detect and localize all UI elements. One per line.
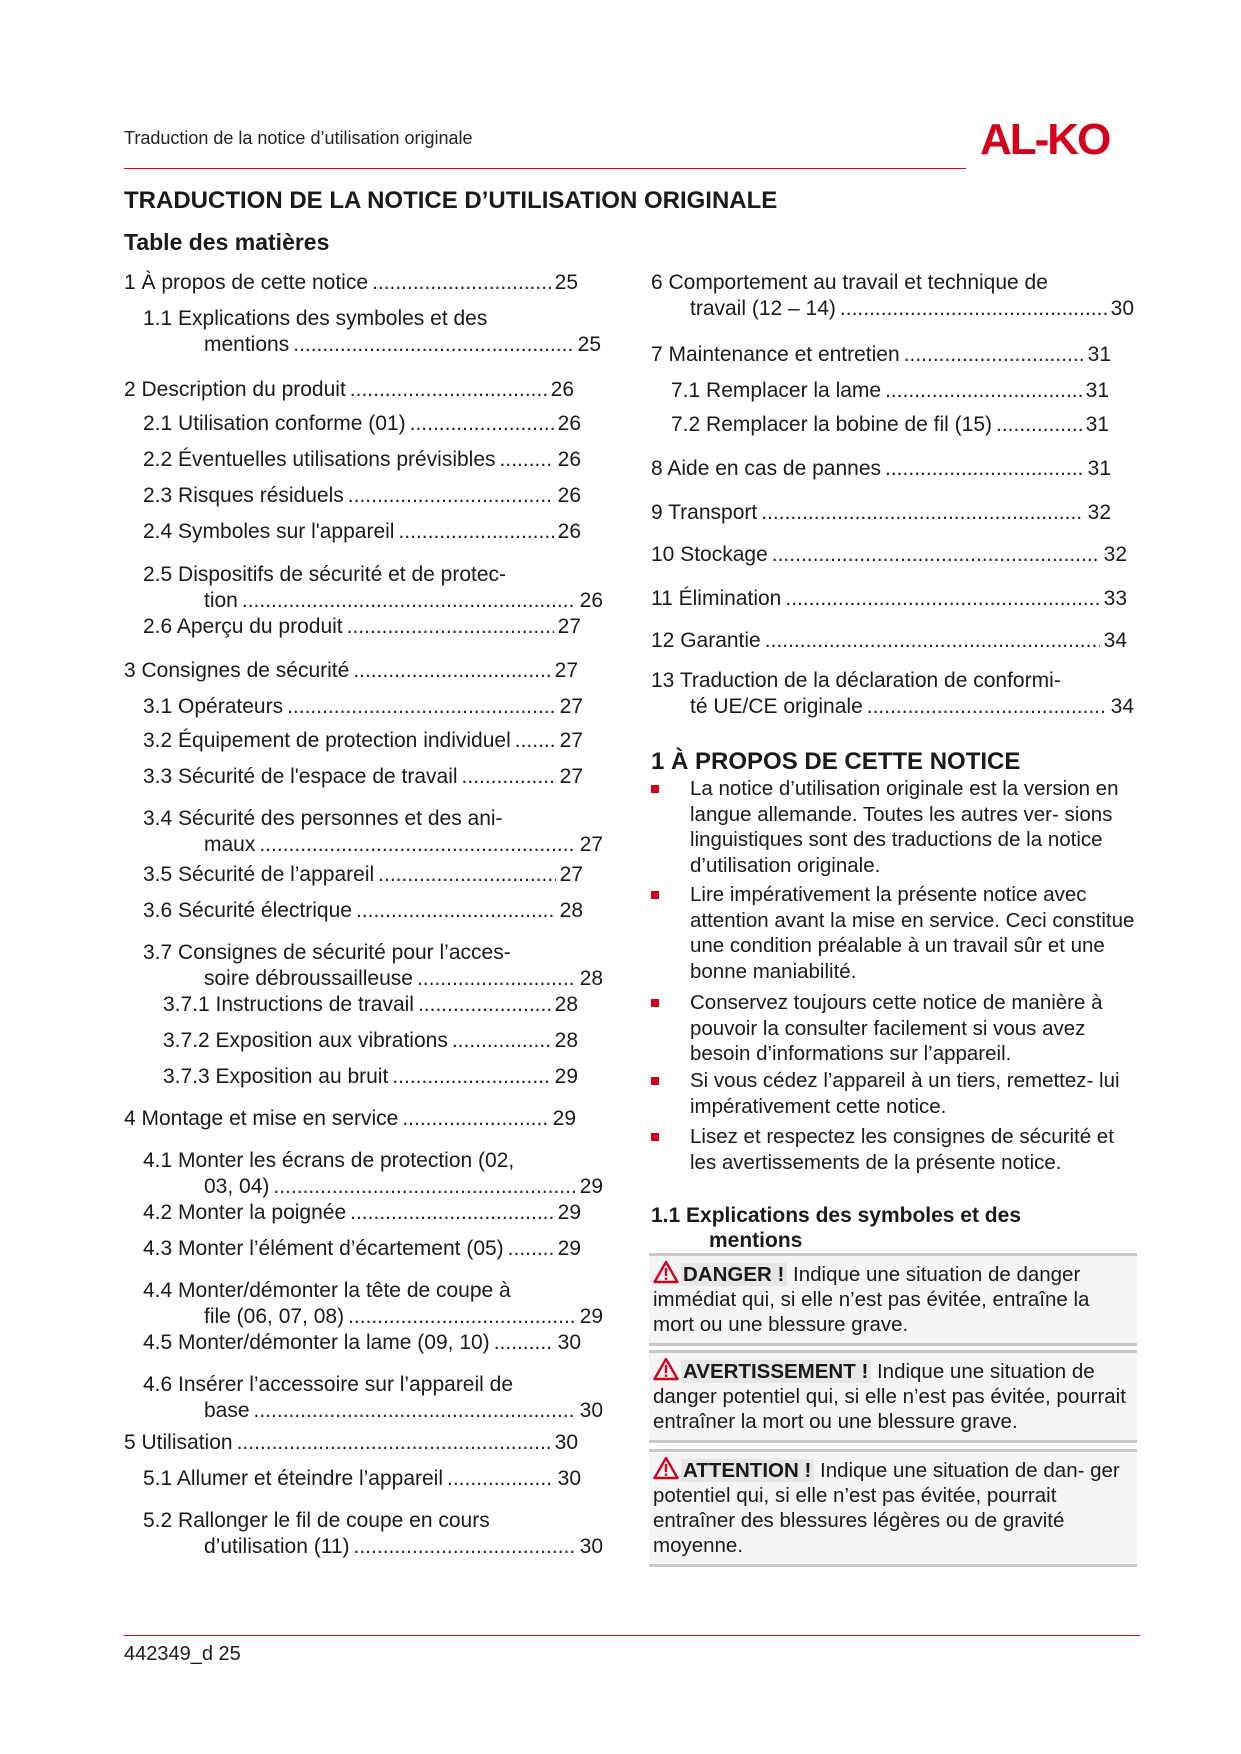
toc-page-number: 25: [554, 271, 578, 294]
toc-entry-label: 5 Utilisation: [124, 1431, 233, 1454]
page-title: TRADUCTION DE LA NOTICE D’UTILISATION ORIGINALE: [124, 187, 778, 214]
toc-leader-dots: [500, 447, 554, 472]
toc-entry[interactable]: [204, 1398, 603, 1423]
al-ko-logo: AL-KO: [980, 115, 1110, 164]
toc-entry[interactable]: [143, 447, 581, 472]
toc-page-number: 26: [557, 484, 581, 507]
toc-page-number: 32: [1103, 543, 1127, 566]
toc-leader-dots: [418, 992, 551, 1017]
toc-entry-label: 3.6 Sécurité électrique: [143, 899, 352, 922]
toc-entry[interactable]: [124, 658, 578, 683]
caution-notice: [649, 1449, 1137, 1567]
header-divider: [124, 168, 966, 169]
toc-page-number: 31: [1087, 457, 1111, 480]
toc-page-number: 30: [579, 1535, 603, 1558]
toc-entry[interactable]: [204, 588, 603, 613]
toc-page-number: 29: [557, 1201, 581, 1224]
toc-page-number: 29: [579, 1305, 603, 1328]
toc-entry-label-cont: 03, 04): [204, 1175, 270, 1198]
toc-leader-dots: [462, 764, 556, 789]
toc-entry[interactable]: [204, 332, 601, 357]
toc-entry[interactable]: [143, 614, 581, 639]
toc-entry-label[interactable]: 4.4 Monter/démonter la tête de coupe à: [143, 1279, 511, 1302]
toc-leader-dots: [372, 270, 551, 295]
toc-leader-dots: [356, 898, 556, 923]
toc-page-number: 28: [554, 1029, 578, 1052]
toc-entry[interactable]: [143, 694, 583, 719]
toc-entry[interactable]: [124, 1430, 578, 1455]
toc-entry-label[interactable]: 6 Comportement au travail et technique de: [651, 271, 1048, 294]
footer-doc-ref: 442349_d 25: [124, 1643, 241, 1665]
toc-entry[interactable]: [143, 764, 583, 789]
toc-page-number: 29: [557, 1237, 581, 1260]
toc-leader-dots: [772, 542, 1100, 567]
toc-page-number: 27: [559, 729, 583, 752]
toc-entry[interactable]: [651, 628, 1127, 653]
toc-page-number: 28: [579, 967, 603, 990]
warning-triangle-icon: [653, 1357, 679, 1381]
toc-entry-label-cont: mentions: [204, 333, 290, 356]
caution-label: ATTENTION !: [681, 1459, 814, 1482]
toc-entry-label: 1 À propos de cette notice: [124, 271, 368, 294]
toc-page-number: 30: [554, 1431, 578, 1454]
toc-entry[interactable]: [690, 296, 1134, 321]
toc-entry[interactable]: [124, 1106, 576, 1131]
toc-entry[interactable]: [143, 519, 581, 544]
toc-title: Table des matières: [124, 229, 330, 255]
toc-leader-dots: [765, 628, 1100, 653]
toc-leader-dots: [242, 588, 576, 613]
warning-triangle-icon: [653, 1260, 679, 1284]
toc-leader-dots: [347, 614, 554, 639]
toc-entry-label: 3.5 Sécurité de l’appareil: [143, 863, 375, 886]
toc-entry[interactable]: [651, 542, 1127, 567]
toc-entry[interactable]: [204, 1174, 603, 1199]
toc-entry[interactable]: [651, 456, 1111, 481]
bullet-text: Conservez toujours cette notice de manière à pouvoir la consulter facilement si vous avez besoin d’informations sur l’appareil.: [690, 991, 1103, 1065]
toc-leader-dots: [885, 378, 1082, 403]
toc-page-number: 26: [557, 412, 581, 435]
toc-entry-label: 3.7.2 Exposition aux vibrations: [163, 1029, 448, 1052]
toc-page-number: 30: [1110, 297, 1134, 320]
bullet-marker: [651, 785, 659, 793]
toc-entry-label: 2.4 Symboles sur l'appareil: [143, 520, 395, 543]
toc-entry[interactable]: [204, 1534, 603, 1559]
toc-entry-label[interactable]: 4.1 Monter les écrans de protection (02,: [143, 1149, 515, 1172]
toc-entry-label: 2.2 Éventuelles utilisations prévisibles: [143, 448, 496, 471]
toc-page-number: 27: [554, 659, 578, 682]
toc-entry-label: 3.2 Équipement de protection individuel: [143, 729, 511, 752]
toc-entry[interactable]: [651, 342, 1111, 367]
toc-page-number: 29: [554, 1065, 578, 1088]
toc-entry[interactable]: [143, 1466, 581, 1491]
toc-entry-label: 8 Aide en cas de pannes: [651, 457, 882, 480]
toc-leader-dots: [398, 519, 553, 544]
bullet-marker: [651, 1133, 659, 1141]
toc-entry-label: 2.6 Aperçu du produit: [143, 615, 343, 638]
toc-leader-dots: [237, 1430, 551, 1455]
toc-entry[interactable]: [671, 378, 1109, 403]
toc-page-number: 26: [557, 448, 581, 471]
warning-label: AVERTISSEMENT !: [681, 1360, 871, 1383]
toc-entry-label: 3.1 Opérateurs: [143, 695, 284, 718]
toc-entry[interactable]: [143, 411, 581, 436]
toc-entry[interactable]: [671, 412, 1109, 437]
toc-leader-dots: [494, 1330, 554, 1355]
toc-entry[interactable]: [143, 483, 581, 508]
toc-page-number: 26: [550, 378, 574, 401]
toc-leader-dots: [350, 1200, 554, 1225]
toc-leader-dots: [254, 1398, 576, 1423]
toc-leader-dots: [402, 1106, 548, 1131]
toc-entry[interactable]: [163, 1064, 578, 1089]
toc-leader-dots: [348, 1304, 576, 1329]
toc-leader-dots: [273, 1174, 575, 1199]
toc-leader-dots: [761, 500, 1083, 525]
toc-leader-dots: [259, 832, 575, 857]
bullet-text: Lire impérativement la présente notice avec attention avant la mise en service. Ceci constitue une condition préalable à un travail sûr et une bonne maniabilité.: [690, 883, 1135, 983]
toc-leader-dots: [452, 1028, 551, 1053]
toc-entry-label[interactable]: 5.2 Rallonger le fil de coupe en cours: [143, 1509, 490, 1532]
toc-page-number: 27: [559, 765, 583, 788]
toc-leader-dots: [354, 1534, 576, 1559]
toc-leader-dots: [508, 1236, 554, 1261]
toc-leader-dots: [417, 966, 576, 991]
warning-text: Indique une situation de danger potentiel qui, si elle n’est pas évitée, pourrait entraîner la mort ou une blessure grave.: [653, 1360, 1126, 1433]
toc-leader-dots: [353, 658, 550, 683]
danger-text: Indique une situation de danger immédiat qui, si elle n’est pas évitée, entraîne la mort ou une blessure grave.: [653, 1263, 1090, 1336]
toc-page-number: 27: [557, 615, 581, 638]
toc-page-number: 27: [559, 863, 583, 886]
footer-divider: [124, 1635, 1140, 1636]
toc-entry-label-cont: tion: [204, 589, 238, 612]
toc-entry-label: 3.7.1 Instructions de travail: [163, 993, 414, 1016]
bullet-marker: [651, 999, 659, 1007]
toc-entry-label-cont: té UE/CE originale: [690, 695, 863, 718]
toc-page-number: 29: [552, 1107, 576, 1130]
toc-entry[interactable]: [204, 1304, 603, 1329]
toc-page-number: 31: [1087, 343, 1111, 366]
toc-entry-label: 4.5 Monter/démonter la lame (09, 10): [143, 1331, 490, 1354]
toc-leader-dots: [904, 342, 1084, 367]
toc-leader-dots: [515, 728, 556, 753]
toc-entry-label-cont: maux: [204, 833, 256, 856]
danger-notice: [649, 1253, 1137, 1346]
running-title: Traduction de la notice d’utilisation originale: [124, 128, 473, 148]
toc-page-number: 30: [557, 1467, 581, 1490]
toc-entry-label: 2 Description du produit: [124, 378, 346, 401]
toc-entry-label: 3.3 Sécurité de l'espace de travail: [143, 765, 458, 788]
toc-page-number: 29: [579, 1175, 603, 1198]
bullet-text: La notice d’utilisation originale est la version en langue allemande. Toutes les autres ver- sions linguistiques sont des traductions de la notice d’utilisation originale.: [690, 777, 1119, 877]
toc-leader-dots: [447, 1466, 554, 1491]
toc-entry[interactable]: [143, 728, 583, 753]
toc-entry[interactable]: [204, 832, 603, 857]
toc-entry-label: 3.7.3 Exposition au bruit: [163, 1065, 389, 1088]
section-heading: 1 À PROPOS DE CETTE NOTICE: [651, 748, 1021, 775]
toc-page-number: 32: [1087, 501, 1111, 524]
toc-leader-dots: [840, 296, 1107, 321]
toc-leader-dots: [867, 694, 1107, 719]
toc-entry-label-cont: soire débroussailleuse: [204, 967, 413, 990]
toc-entry[interactable]: [204, 966, 603, 991]
toc-entry-label: 2.3 Risques résiduels: [143, 484, 344, 507]
toc-entry-label: 4 Montage et mise en service: [124, 1107, 399, 1130]
toc-page-number: 28: [554, 993, 578, 1016]
toc-entry[interactable]: [143, 1330, 581, 1355]
toc-entry[interactable]: [143, 1200, 581, 1225]
toc-page-number: 26: [557, 520, 581, 543]
toc-entry[interactable]: [163, 1028, 578, 1053]
bullet-text: Lisez et respectez les consignes de sécurité et les avertissements de la présente notice.: [690, 1125, 1114, 1174]
toc-entry-label: 7 Maintenance et entretien: [651, 343, 900, 366]
toc-leader-dots: [785, 586, 1099, 611]
toc-leader-dots: [410, 411, 554, 436]
toc-entry-label[interactable]: 2.5 Dispositifs de sécurité et de protec-: [143, 563, 507, 586]
toc-entry-label: 3 Consignes de sécurité: [124, 659, 350, 682]
toc-entry-label: 11 Élimination: [651, 587, 782, 610]
subsection-heading: [651, 1203, 1111, 1253]
toc-entry[interactable]: [124, 270, 578, 295]
bullet-marker: [651, 1077, 659, 1085]
toc-entry[interactable]: [143, 1236, 581, 1261]
toc-entry-label: 10 Stockage: [651, 543, 768, 566]
toc-page-number: 25: [577, 333, 601, 356]
toc-entry-label: 7.2 Remplacer la bobine de fil (15): [671, 413, 993, 436]
toc-entry-label[interactable]: 13 Traduction de la déclaration de conformi-: [651, 669, 1061, 692]
toc-entry-label: 5.1 Allumer et éteindre l’appareil: [143, 1467, 444, 1490]
toc-page-number: 28: [559, 899, 583, 922]
toc-entry-label-cont: base: [204, 1399, 250, 1422]
toc-entry-label-cont: travail (12 – 14): [690, 297, 836, 320]
toc-entry-label: 2.1 Utilisation conforme (01): [143, 412, 406, 435]
subsection-heading-line1: 1.1 Explications des symboles et des: [651, 1204, 1021, 1227]
toc-page-number: 27: [559, 695, 583, 718]
bullet-text: Si vous cédez l’appareil à un tiers, remettez- lui impérativement cette notice.: [690, 1069, 1120, 1118]
toc-entry-label[interactable]: 3.7 Consignes de sécurité pour l’acces-: [143, 941, 511, 964]
caution-text: Indique une situation de dan- ger potentiel qui, si elle n’est pas évitée, pourrait entraîner des blessures légères ou de gravité moyenne.: [653, 1459, 1120, 1557]
toc-page-number: 30: [579, 1399, 603, 1422]
toc-leader-dots: [378, 862, 555, 887]
toc-entry[interactable]: [143, 898, 583, 923]
toc-entry[interactable]: [163, 992, 578, 1017]
toc-entry-label[interactable]: 3.4 Sécurité des personnes et des ani-: [143, 807, 503, 830]
toc-entry-label: 12 Garantie: [651, 629, 761, 652]
subsection-heading-line2: mentions: [709, 1229, 803, 1252]
toc-entry-label-cont: file (06, 07, 08): [204, 1305, 345, 1328]
toc-entry[interactable]: [124, 377, 574, 402]
toc-entry[interactable]: [690, 694, 1134, 719]
toc-leader-dots: [392, 1064, 550, 1089]
toc-entry-label: 4.2 Monter la poignée: [143, 1201, 347, 1224]
toc-leader-dots: [885, 456, 1084, 481]
warning-notice: [649, 1350, 1137, 1443]
toc-page-number: 26: [579, 589, 603, 612]
toc-leader-dots: [293, 332, 573, 357]
toc-page-number: 30: [557, 1331, 581, 1354]
warning-triangle-icon: [653, 1456, 679, 1480]
toc-page-number: 34: [1110, 695, 1134, 718]
toc-page-number: 31: [1085, 379, 1109, 402]
toc-leader-dots: [287, 694, 556, 719]
toc-entry-label: 7.1 Remplacer la lame: [671, 379, 882, 402]
danger-label: DANGER !: [681, 1263, 787, 1286]
toc-entry[interactable]: [651, 500, 1111, 525]
toc-page-number: 33: [1103, 587, 1127, 610]
toc-entry-label: 9 Transport: [651, 501, 758, 524]
toc-entry-label: 4.3 Monter l’élément d’écartement (05): [143, 1237, 504, 1260]
bullet-marker: [651, 891, 659, 899]
toc-entry-label[interactable]: 4.6 Insérer l’accessoire sur l’appareil de: [143, 1373, 514, 1396]
toc-entry[interactable]: [143, 862, 583, 887]
toc-page-number: 34: [1103, 629, 1127, 652]
toc-entry[interactable]: [651, 586, 1127, 611]
toc-leader-dots: [350, 377, 547, 402]
toc-leader-dots: [996, 412, 1082, 437]
toc-page-number: 27: [579, 833, 603, 856]
toc-page-number: 31: [1085, 413, 1109, 436]
toc-leader-dots: [348, 483, 554, 508]
toc-entry-label-cont: d’utilisation (11): [204, 1535, 350, 1558]
toc-entry-label[interactable]: 1.1 Explications des symboles et des: [143, 307, 488, 330]
